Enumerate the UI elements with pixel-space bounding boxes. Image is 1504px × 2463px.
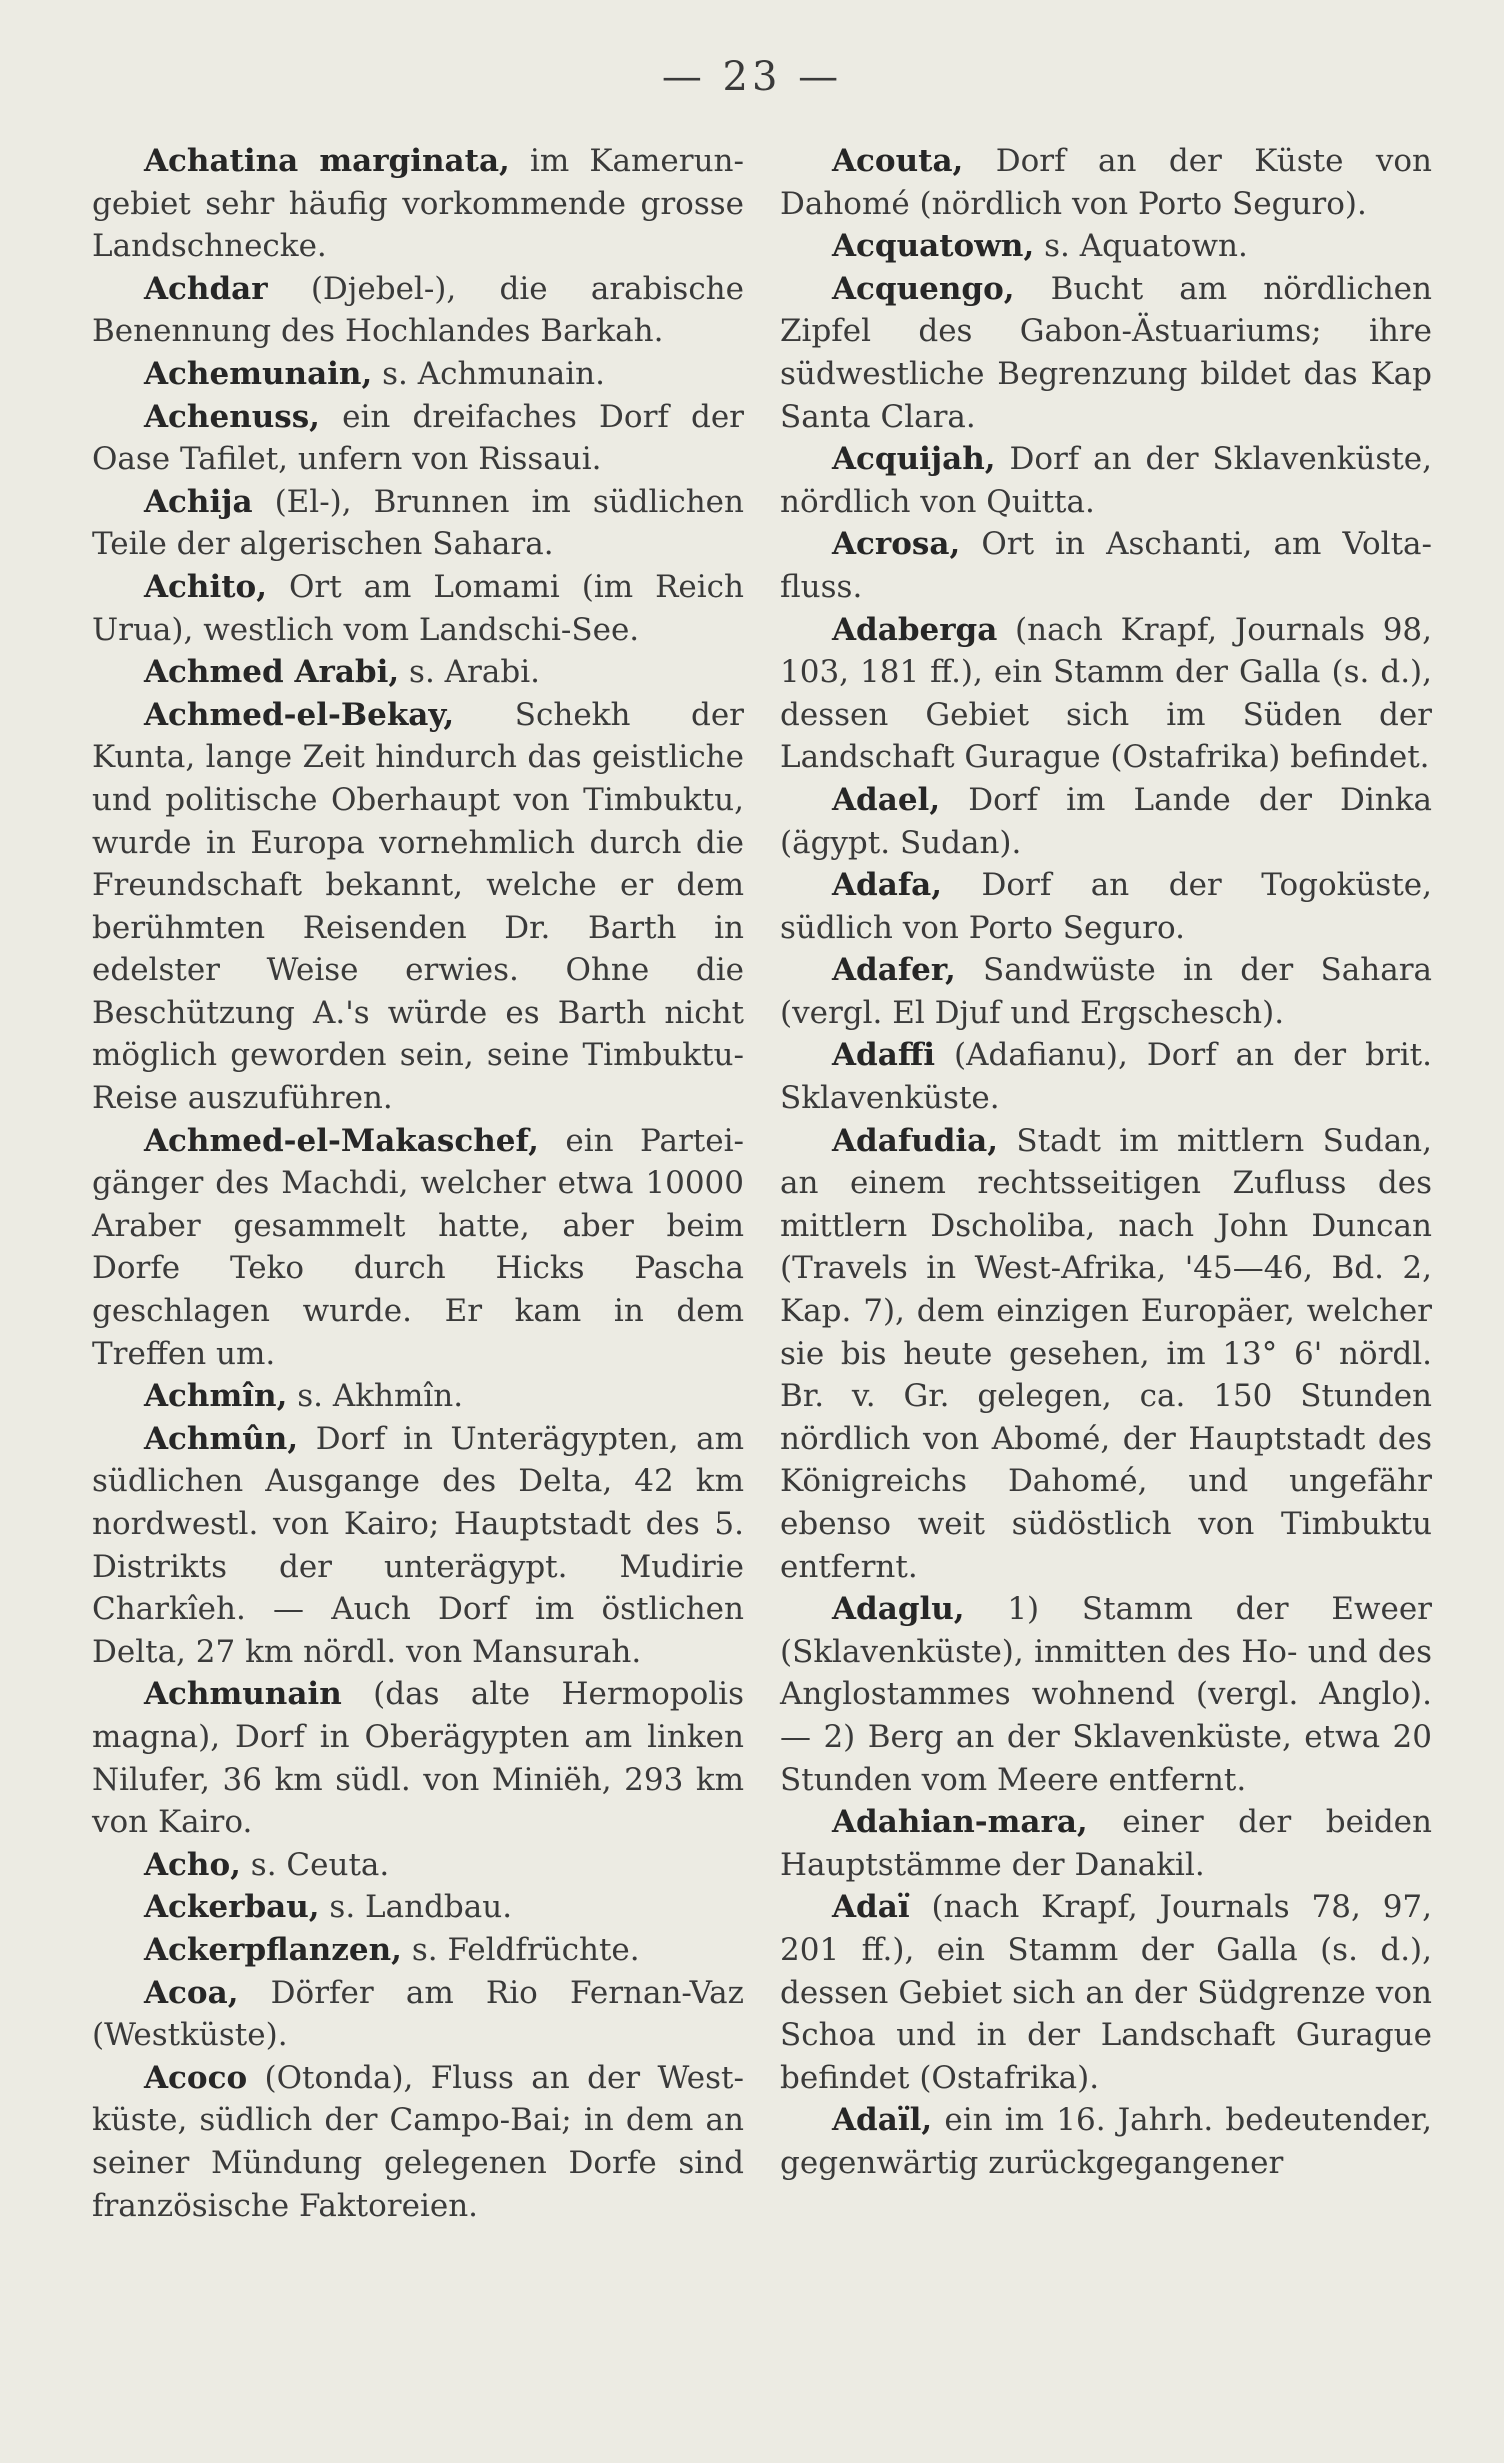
entry-definition: (Adafianu), Dorf an der brit. Sklavenküste. — [780, 1037, 1432, 1117]
entry-term: Achemunain, — [144, 355, 373, 392]
dictionary-entry — [92, 481, 744, 566]
entry-term: Acrosa, — [832, 526, 961, 563]
dictionary-entry — [780, 140, 1432, 225]
dictionary-entry — [92, 1673, 744, 1843]
entry-term: Achenuss, — [144, 398, 320, 435]
entry-term: Acquijah, — [832, 441, 996, 478]
entry-definition: Sandwüste in der Sahara (vergl. El Djuf und Ergschesch). — [780, 952, 1432, 1031]
dictionary-entry — [780, 779, 1432, 864]
entry-definition: Dorf an der Sklavenküste, nördlich von Quitta. — [780, 441, 1432, 520]
entry-term: Adaberga — [832, 611, 998, 648]
entry-term: Acho, — [144, 1846, 241, 1883]
entry-term: Adafer, — [832, 952, 956, 989]
entry-definition: Schekh der Kunta, lange Zeit hindurch das geistliche und politische Oberhaupt von Timbuktu, wurde in Europa vornehmlich durch die Freundschaft bekannt, welche er dem berühmten Reisenden Dr. Barth in edelster Weise erwies. Ohne die Beschützung A.'s würde es Barth nicht möglich geworden sein, seine Timbuktu-Reise auszuführen. — [92, 696, 744, 1117]
entry-definition: (Otonda), Fluss an der Westküste, südlich der Campo-Bai; in dem an seiner Mündung gelegenen Dorfe sind französische Faktoreien. — [92, 2059, 744, 2224]
entry-term: Achija — [144, 483, 253, 520]
entry-term: Adahian-mara, — [832, 1804, 1088, 1841]
entry-term: Achmed-el-Bekay, — [144, 696, 455, 733]
entry-term: Achmed Arabi, — [144, 654, 400, 691]
entry-definition: (El-), Brunnen im südlichen Teile der algerischen Sahara. — [92, 483, 744, 563]
entry-term: Ackerbau, — [144, 1889, 320, 1926]
dictionary-entry — [92, 396, 744, 481]
entry-term: Adaïl, — [832, 2102, 933, 2139]
dictionary-entry — [92, 566, 744, 651]
dictionary-entry — [92, 1844, 744, 1887]
dictionary-entry — [780, 523, 1432, 608]
entry-term: Adafa, — [832, 867, 943, 904]
entry-definition: Dorf im Lande der Dinka (ägypt. Sudan). — [780, 781, 1432, 861]
entry-term: Achmûn, — [144, 1420, 299, 1457]
dictionary-entry — [780, 268, 1432, 438]
dictionary-entry — [92, 1972, 744, 2057]
entry-definition: Ort am Lomami (im Reich Urua), westlich vom Landschi-See. — [92, 568, 744, 648]
entry-definition: s. Feldfrüchte. — [401, 1931, 640, 1968]
dictionary-entry — [780, 609, 1432, 779]
dictionary-entry — [92, 2057, 744, 2227]
entry-term: Ackerpflanzen, — [144, 1931, 402, 1968]
entry-definition: 1) Stamm der Eweer (Sklavenküste), inmitten des Ho- und des Anglostammes wohnend (vergl. Anglo). — 2) Berg an der Sklavenküste, etwa 20 Stunden vom Meere entfernt. — [780, 1591, 1432, 1798]
dictionary-entry — [92, 353, 744, 396]
entry-definition: s. Landbau. — [319, 1889, 513, 1926]
entry-definition: (nach Krapf, Journals 78, 97, 201 ff.), ein Stamm der Galla (s. d.), dessen Gebiet sich an der Südgrenze von Schoa und in der Landschaft Gurague befindet (Ostafrika). — [780, 1889, 1432, 2096]
dictionary-entry — [92, 1375, 744, 1418]
entry-definition: einer der beiden Hauptstämme der Danakil. — [780, 1804, 1432, 1883]
dictionary-entry — [780, 949, 1432, 1034]
dictionary-entry — [780, 438, 1432, 523]
entry-definition: (Djebel-), die arabische Benennung des Hochlandes Barkah. — [92, 270, 744, 350]
entry-definition: im Kamerungebiet sehr häufig vorkommende grosse Landschnecke. — [92, 143, 744, 265]
entry-definition: s. Arabi. — [399, 654, 540, 691]
entry-term: Acouta, — [832, 143, 964, 179]
left-column — [92, 140, 744, 2227]
entry-term: Acoco — [144, 2059, 248, 2096]
dictionary-entry — [780, 864, 1432, 949]
entry-definition: ein im 16. Jahrh. bedeutender, gegenwärtig zurückgegangener — [780, 2102, 1432, 2181]
entry-definition: s. Aquatown. — [1034, 228, 1248, 265]
dictionary-entry — [780, 2099, 1432, 2184]
dictionary-entry — [780, 225, 1432, 268]
entry-definition: ein dreifaches Dorf der Oase Tafilet, unfern von Rissaui. — [92, 398, 744, 478]
entry-term: Achmîn, — [144, 1378, 288, 1415]
entry-term: Adaffi — [832, 1037, 936, 1074]
entry-definition: Bucht am nördlichen Zipfel des Gabon-Ästuariums; ihre südwestliche Begrenzung bildet das Kap Santa Clara. — [780, 270, 1432, 435]
entry-term: Achmunain — [144, 1676, 342, 1713]
entry-term: Acquatown, — [832, 228, 1035, 265]
entry-term: Acoa, — [144, 1974, 239, 2011]
entry-definition: s. Ceuta. — [240, 1846, 390, 1883]
entry-term: Adaï — [832, 1889, 910, 1926]
right-column — [780, 140, 1432, 2227]
entry-definition: Dorf an der Küste von Dahomé (nördlich von Porto Seguro). — [780, 143, 1432, 222]
dictionary-entry — [780, 1588, 1432, 1801]
dictionary-entry — [92, 1886, 744, 1929]
dictionary-entry — [92, 1929, 744, 1972]
entry-term: Achito, — [144, 568, 268, 605]
entry-term: Acquengo, — [832, 270, 1015, 307]
entry-definition: ein Parteigänger des Machdi, welcher etwa 10000 Araber gesammelt hatte, aber beim Dorfe Teko durch Hicks Pascha geschlagen wurde. Er kam in dem Treffen um. — [92, 1122, 744, 1372]
entry-definition: (das alte Hermopolis magna), Dorf in Oberägypten am linken Nilufer, 36 km südl. von Miniëh, 293 km von Kairo. — [92, 1676, 744, 1841]
dictionary-entry — [92, 694, 744, 1120]
page-number: — 23 — — [661, 54, 843, 100]
dictionary-entry — [92, 1120, 744, 1376]
entry-definition: Dörfer am Rio Fernan-Vaz (Westküste). — [92, 1974, 744, 2054]
dictionary-entry — [780, 1801, 1432, 1886]
entry-definition: Dorf an der Togoküste, südlich von Porto Seguro. — [780, 867, 1432, 946]
dictionary-entry — [92, 651, 744, 694]
dictionary-entry — [92, 268, 744, 353]
entry-definition: (nach Krapf, Journals 98, 103, 181 ff.), ein Stamm der Galla (s. d.), dessen Gebiet sich im Süden der Landschaft Gurague (Ostafrika) befindet. — [780, 611, 1432, 776]
entry-definition: Stadt im mittlern Sudan, an einem rechtsseitigen Zufluss des mittlern Dscholiba, nach John Duncan (Travels in West-Afrika, '45—46, Bd. 2, Kap. 7), dem einzigen Europäer, welcher sie bis heute gesehen, im 13° 6' nördl. Br. v. Gr. gelegen, ca. 150 Stunden nördlich von Abomé, der Hauptstadt des Königreichs Dahomé, und ungefähr ebenso weit südöstlich von Timbuktu entfernt. — [780, 1122, 1432, 1585]
entry-definition: s. Akhmîn. — [287, 1378, 464, 1415]
entry-term: Adafudia, — [832, 1122, 999, 1159]
entry-definition: Dorf in Unterägypten, am südlichen Ausgange des Delta, 42 km nordwestl. von Kairo; Hauptstadt des 5. Distrikts der unterägypt. Mudirie Charkîeh. — Auch Dorf im östlichen Delta, 27 km nördl. von Mansurah. — [92, 1420, 744, 1670]
entry-term: Adael, — [832, 781, 941, 818]
entry-definition: s. Achmunain. — [372, 355, 605, 392]
entry-term: Achdar — [144, 270, 268, 307]
entry-term: Achatina marginata, — [144, 143, 510, 179]
entry-definition: Ort in Aschanti, am Voltafluss. — [780, 526, 1432, 605]
entry-term: Adaglu, — [832, 1591, 965, 1628]
dictionary-entry — [92, 1418, 744, 1674]
dictionary-entry — [780, 1034, 1432, 1119]
entry-term: Achmed-el-Makaschef, — [144, 1122, 539, 1159]
text-columns — [92, 140, 1432, 2227]
dictionary-entry — [92, 140, 744, 268]
dictionary-entry — [780, 1120, 1432, 1589]
dictionary-entry — [780, 1886, 1432, 2099]
